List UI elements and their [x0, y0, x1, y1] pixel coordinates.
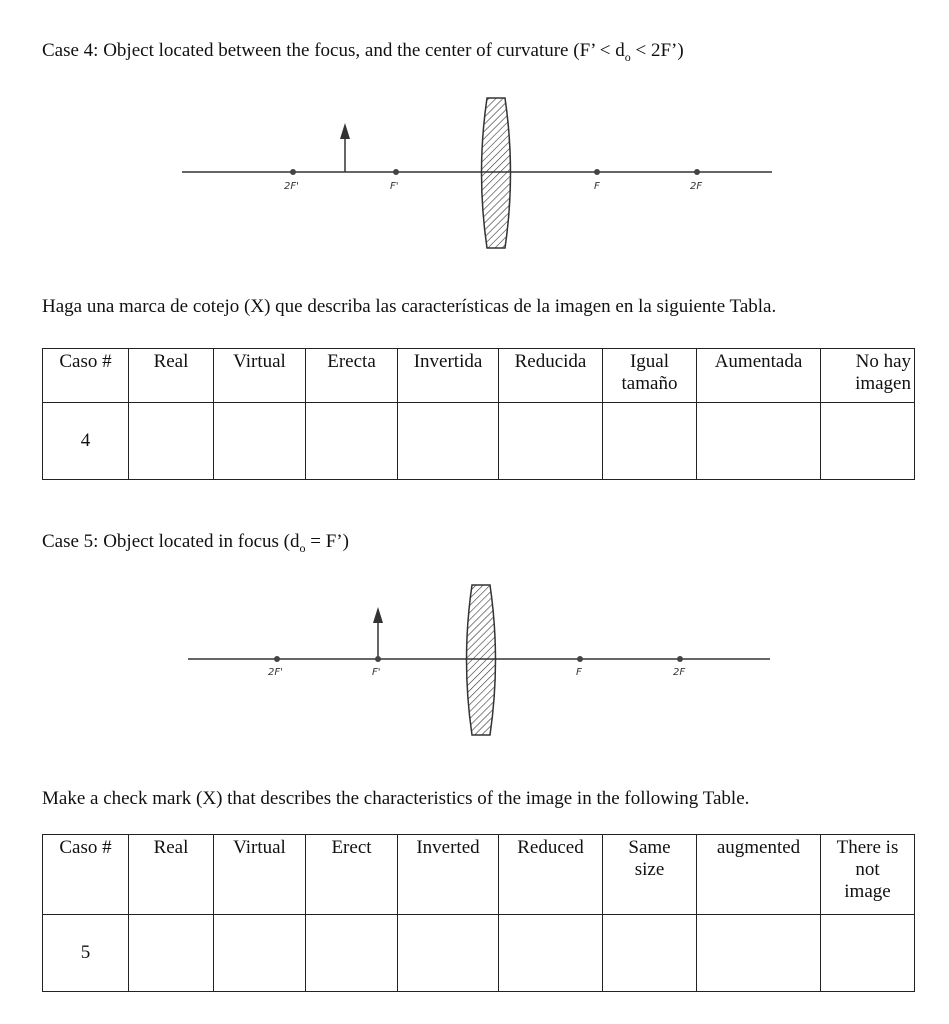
table-row — [43, 915, 915, 992]
cell-erecta[interactable] — [306, 403, 398, 480]
characteristics-table-case5 — [42, 834, 915, 992]
label-f: F — [594, 181, 600, 192]
header-igual-tamano: Igual tamaño — [603, 349, 697, 403]
header-erect: Erect — [306, 835, 398, 915]
point-f — [594, 169, 600, 175]
point-2f — [694, 169, 700, 175]
characteristics-table-case4 — [42, 348, 915, 480]
header-invertida: Invertida — [398, 349, 499, 403]
header-there-is-not-image: There is not image — [821, 835, 915, 915]
object-arrow — [340, 123, 350, 139]
cell-igual-tamano[interactable] — [603, 403, 697, 480]
cell-reducida[interactable] — [499, 403, 603, 480]
label-f-prime: F' — [390, 181, 399, 192]
header-caso: Caso # — [43, 349, 129, 403]
cell-virtual[interactable] — [214, 915, 306, 992]
convex-lens — [467, 585, 496, 735]
label-2f-prime: 2F' — [284, 181, 299, 192]
label-2f: 2F — [673, 667, 686, 678]
cell-erect[interactable] — [306, 915, 398, 992]
cell-there-is-not-image[interactable] — [821, 915, 915, 992]
label-2f-prime: 2F' — [268, 667, 283, 678]
header-aumentada: Aumentada — [697, 349, 821, 403]
header-virtual: Virtual — [214, 349, 306, 403]
header-reduced: Reduced — [499, 835, 603, 915]
label-f: F — [576, 667, 582, 678]
instruction-english: Make a check mark (X) that describes the characteristics of the image in the following Table. — [42, 788, 750, 809]
cell-invertida[interactable] — [398, 403, 499, 480]
cell-augmented[interactable] — [697, 915, 821, 992]
cell-real[interactable] — [129, 403, 214, 480]
cell-inverted[interactable] — [398, 915, 499, 992]
header-no-hay-imagen: No hay imagen — [821, 349, 915, 403]
label-f-prime: F' — [372, 667, 381, 678]
header-reducida: Reducida — [499, 349, 603, 403]
object-arrow — [373, 607, 383, 623]
header-real: Real — [129, 835, 214, 915]
case4-diagram — [182, 98, 772, 248]
cell-aumentada[interactable] — [697, 403, 821, 480]
cell-same-size[interactable] — [603, 915, 697, 992]
cell-no-hay-imagen[interactable] — [821, 403, 915, 480]
header-inverted: Inverted — [398, 835, 499, 915]
case4-title: Case 4: Object located between the focus, and the center of curvature (F’ < $d_o$ < 2F’) — [42, 40, 684, 64]
case-number: 5 — [43, 915, 129, 992]
label-2f: 2F — [690, 181, 703, 192]
header-augmented: augmented — [697, 835, 821, 915]
cell-real[interactable] — [129, 915, 214, 992]
header-same-size: Same size — [603, 835, 697, 915]
case5-title: Case 5: Object located in focus ($d_o$ = F’) — [42, 531, 349, 555]
header-virtual: Virtual — [214, 835, 306, 915]
cell-reduced[interactable] — [499, 915, 603, 992]
point-2f-prime — [290, 169, 296, 175]
case5-diagram — [188, 585, 770, 735]
point-f-prime — [393, 169, 399, 175]
header-real: Real — [129, 349, 214, 403]
header-caso: Caso # — [43, 835, 129, 915]
convex-lens — [482, 98, 511, 248]
cell-virtual[interactable] — [214, 403, 306, 480]
instruction-spanish: Haga una marca de cotejo (X) que describa las características de la imagen en la siguiente Tabla. — [42, 296, 777, 317]
table-row — [43, 403, 915, 480]
header-erecta: Erecta — [306, 349, 398, 403]
case-number: 4 — [43, 403, 129, 480]
